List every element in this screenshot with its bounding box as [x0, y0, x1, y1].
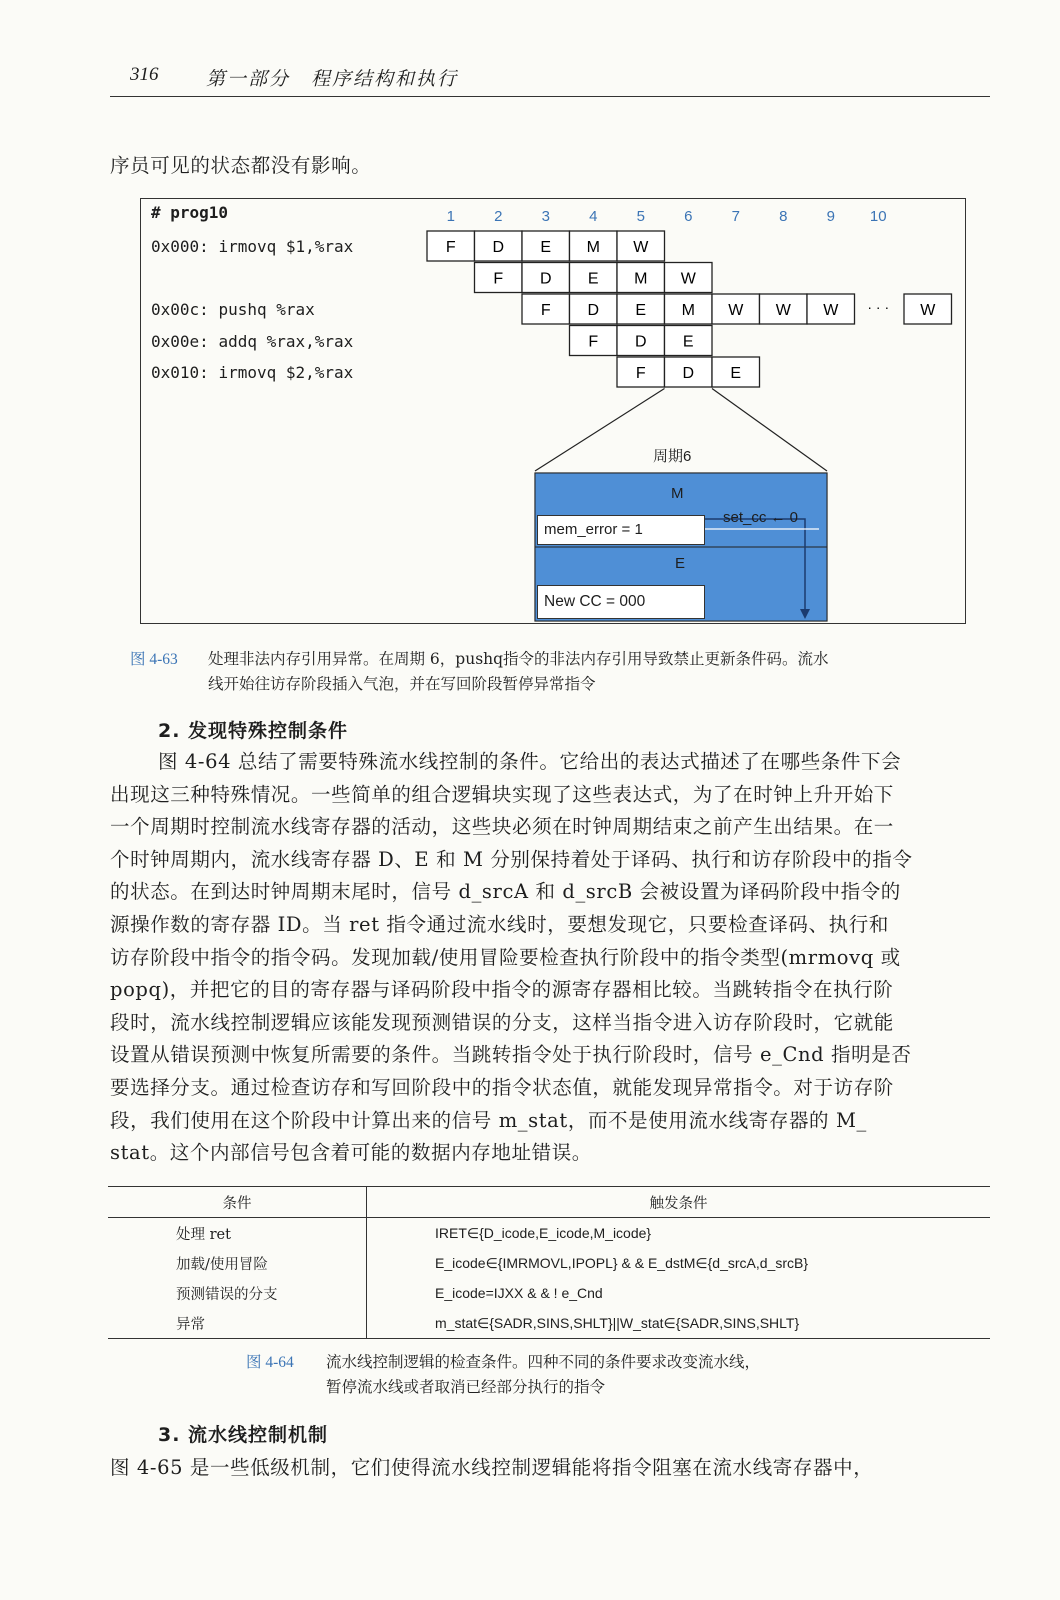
- cycle-number: 3: [541, 208, 550, 225]
- section-2-title: 2. 发现特殊控制条件: [158, 720, 349, 742]
- caption-464-line-1: 流水线控制逻辑的检查条件。四种不同的条件要求改变流水线，: [326, 1353, 761, 1371]
- body-line: 个时钟周期内，流水线寄存器 D、E 和 M 分别保持着处于译码、执行和访存阶段中的指令: [110, 847, 913, 871]
- header-condition: 条件: [108, 1187, 367, 1218]
- running-title: 第一部分 程序结构和执行: [206, 68, 459, 90]
- stage-label: W: [775, 302, 791, 319]
- zoom-panel: [535, 473, 827, 621]
- instruction-address: 0x010:: [151, 363, 219, 382]
- table-row: [108, 1248, 990, 1278]
- cycle-number: 6: [684, 208, 693, 225]
- section-3-title: 3. 流水线控制机制: [158, 1424, 329, 1446]
- cycle-number: 1: [446, 208, 455, 225]
- body-line: 的状态。在到达时钟周期末尾时，信号 d_srcA 和 d_srcB 会被设置为译码阶段中指令的: [110, 880, 901, 904]
- instruction-line: [151, 300, 315, 319]
- caption-line-1: 处理非法内存引用异常。在周期 6，pushq指令的非法内存引用导致禁止更新条件码。流水: [208, 650, 829, 668]
- body-line: 设置从错误预测中恢复所需要的条件。当跳转指令处于执行阶段时，信号 e_Cnd 指明是否: [110, 1043, 912, 1067]
- caption-number: 图 4-63: [130, 651, 178, 668]
- body-line: 访存阶段中指令的指令码。发现加载/使用冒险要检查执行阶段中的指令类型(mrmovq 或: [110, 945, 901, 969]
- cycle-number: 10: [869, 208, 887, 225]
- trigger-cell: E_icode=IJXX & & ! e_Cnd: [435, 1285, 603, 1301]
- table-row: [108, 1218, 990, 1249]
- stage-label: D: [587, 302, 600, 319]
- condition-cell: 处理 ret: [108, 1218, 367, 1249]
- stage-label: W: [823, 302, 839, 319]
- stage-label: W: [920, 302, 936, 319]
- new-cc-box: New CC = 000: [537, 585, 705, 619]
- condition-cell: 预测错误的分支: [108, 1278, 367, 1308]
- trigger-cell: E_icode∈{IMRMOVL,IPOPL} & & E_dstM∈{d_srcA,d_srcB}: [435, 1254, 808, 1271]
- body-line: stat。这个内部信号包含着可能的数据内存地址错误。: [110, 1141, 592, 1165]
- body-line: 段，我们使用在这个阶段中计算出来的信号 m_stat，而不是使用流水线寄存器的 M_: [110, 1108, 867, 1132]
- body-line: 段时，流水线控制逻辑应该能发现预测错误的分支，这样当指令进入访存阶段时，它就能: [110, 1010, 894, 1034]
- stage-label: D: [539, 270, 552, 288]
- stage-label: E: [730, 365, 742, 382]
- zoom-line-right: [712, 389, 827, 472]
- cycle-6-label: 周期6: [653, 448, 692, 465]
- set-cc-label: set_cc ← 0: [723, 509, 799, 526]
- cycle-number: 8: [779, 208, 788, 225]
- stage-label: F: [588, 333, 599, 351]
- e-stage-label: E: [675, 555, 686, 572]
- figure-4-64-caption: [246, 1350, 946, 1396]
- figure-4-63-caption: [130, 647, 990, 693]
- instruction-code: irmovq $1,%rax: [218, 237, 354, 256]
- page-number: 316: [130, 64, 159, 85]
- instruction-code: addq %rax,%rax: [218, 331, 354, 351]
- stage-label: F: [493, 270, 504, 288]
- stage-label: W: [633, 239, 649, 256]
- header-trigger: 触发条件: [367, 1187, 991, 1218]
- condition-table: [108, 1186, 990, 1339]
- m-stage-label: M: [671, 485, 684, 502]
- body-line: 源操作数的寄存器 ID。当 ret 指令通过流水线时，要想发现它，只要检查译码、执行和: [110, 913, 889, 936]
- stage-label: F: [445, 239, 456, 256]
- stage-label: E: [587, 270, 599, 288]
- stage-label: M: [634, 270, 648, 288]
- instruction-address: 0x00c:: [151, 300, 219, 319]
- mem-error-box: mem_error = 1: [537, 515, 705, 545]
- instruction-line: [151, 363, 353, 382]
- stage-label: W: [728, 302, 744, 319]
- section-3-line: 图 4-65 是一些低级机制，它们使得流水线控制逻辑能将指令阻塞在流水线寄存器中，: [110, 1456, 874, 1479]
- header-rule: [110, 96, 990, 97]
- body-line: 一个周期时控制流水线寄存器的活动，这些块必须在时钟周期结束之前产生出结果。在一: [110, 815, 894, 839]
- intro-line: 序员可见的状态都没有影响。: [110, 154, 372, 177]
- stage-label: W: [680, 270, 696, 288]
- stage-label: M: [586, 239, 600, 256]
- cycle-number: 9: [826, 208, 835, 225]
- caption-line-2: 线开始往访存阶段插入气泡，并在写回阶段暂停异常指令: [208, 675, 596, 693]
- stage-label: D: [492, 239, 505, 256]
- ellipsis: · · ·: [867, 299, 890, 315]
- instruction-address: 0x00e:: [151, 331, 219, 351]
- trigger-cell: IRET∈{D_icode,E_icode,M_icode}: [435, 1224, 652, 1241]
- program-title: # prog10: [151, 203, 229, 222]
- instruction-line: [151, 237, 353, 256]
- instruction-line: [151, 332, 353, 351]
- cycle-number: 2: [494, 208, 503, 225]
- stage-label: E: [682, 333, 694, 351]
- stage-label: D: [682, 365, 695, 382]
- instruction-code: pushq %rax: [218, 300, 315, 319]
- zoom-line-left: [535, 389, 665, 472]
- instruction-address: 0x000:: [151, 237, 219, 256]
- figure-4-63: [140, 198, 966, 624]
- table-row: [108, 1308, 990, 1339]
- trigger-cell: m_stat∈{SADR,SINS,SHLT}||W_stat∈{SADR,SINS,SHLT}: [435, 1314, 800, 1331]
- body-line: 要选择分支。通过检查访存和写回阶段中的指令状态值，就能发现异常指令。对于访存阶: [110, 1076, 894, 1099]
- stage-label: F: [635, 365, 646, 382]
- condition-cell: 异常: [108, 1308, 367, 1339]
- stage-label: E: [635, 302, 647, 319]
- body-line: 图 4-64 总结了需要特殊流水线控制的条件。它给出的表达式描述了在哪些条件下会: [158, 750, 902, 773]
- cycle-number: 4: [589, 208, 598, 225]
- stage-label: M: [681, 302, 695, 319]
- stage-label: F: [540, 302, 551, 319]
- condition-cell: 加载/使用冒险: [108, 1248, 367, 1278]
- stage-label: D: [634, 333, 647, 351]
- instruction-code: irmovq $2,%rax: [218, 363, 354, 382]
- caption-number-464: 图 4-64: [246, 1354, 294, 1371]
- body-line: popq)，并把它的目的寄存器与译码阶段中指令的源寄存器相比较。当跳转指令在执行阶: [110, 978, 894, 1002]
- cycle-number: 7: [731, 208, 740, 225]
- caption-464-line-2: 暂停流水线或者取消已经部分执行的指令: [326, 1378, 606, 1396]
- table-row: [108, 1278, 990, 1308]
- body-line: 出现这三种特殊情况。一些简单的组合逻辑块实现了这些表达式，为了在时钟上升开始下: [110, 782, 894, 806]
- cycle-number: 5: [636, 208, 645, 225]
- stage-label: E: [540, 239, 552, 256]
